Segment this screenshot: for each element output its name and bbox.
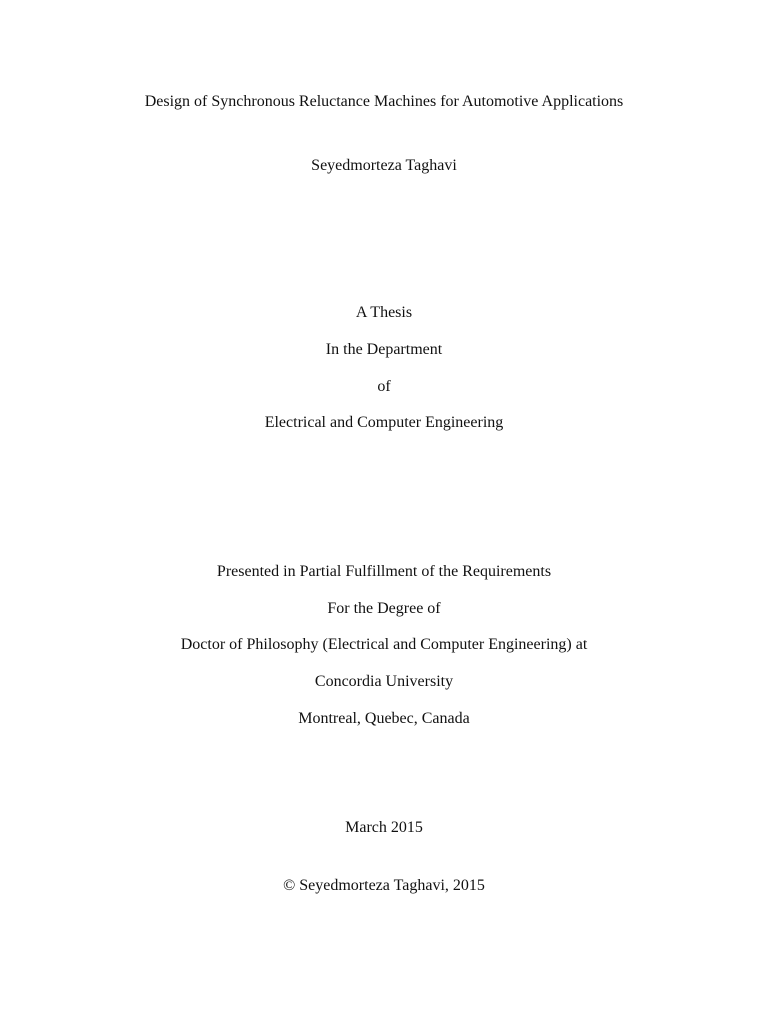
department-label: In the Department [325,341,443,358]
thesis-label: A Thesis [355,304,413,321]
degree-label: For the Degree of [327,600,441,617]
fulfillment-statement: Presented in Partial Fulfillment of the Requirements [216,563,552,580]
author-name: Seyedmorteza Taghavi [311,157,457,174]
degree-name: Doctor of Philosophy (Electrical and Computer Engineering) at [180,636,588,653]
copyright-notice: © Seyedmorteza Taghavi, 2015 [283,877,485,894]
department-name: Electrical and Computer Engineering [264,414,504,431]
submission-date: March 2015 [345,819,423,836]
of-label: of [377,378,391,395]
university-location: Montreal, Quebec, Canada [298,710,470,727]
thesis-title: Design of Synchronous Reluctance Machines for Automotive Applications [144,93,624,110]
university-name: Concordia University [314,673,454,690]
